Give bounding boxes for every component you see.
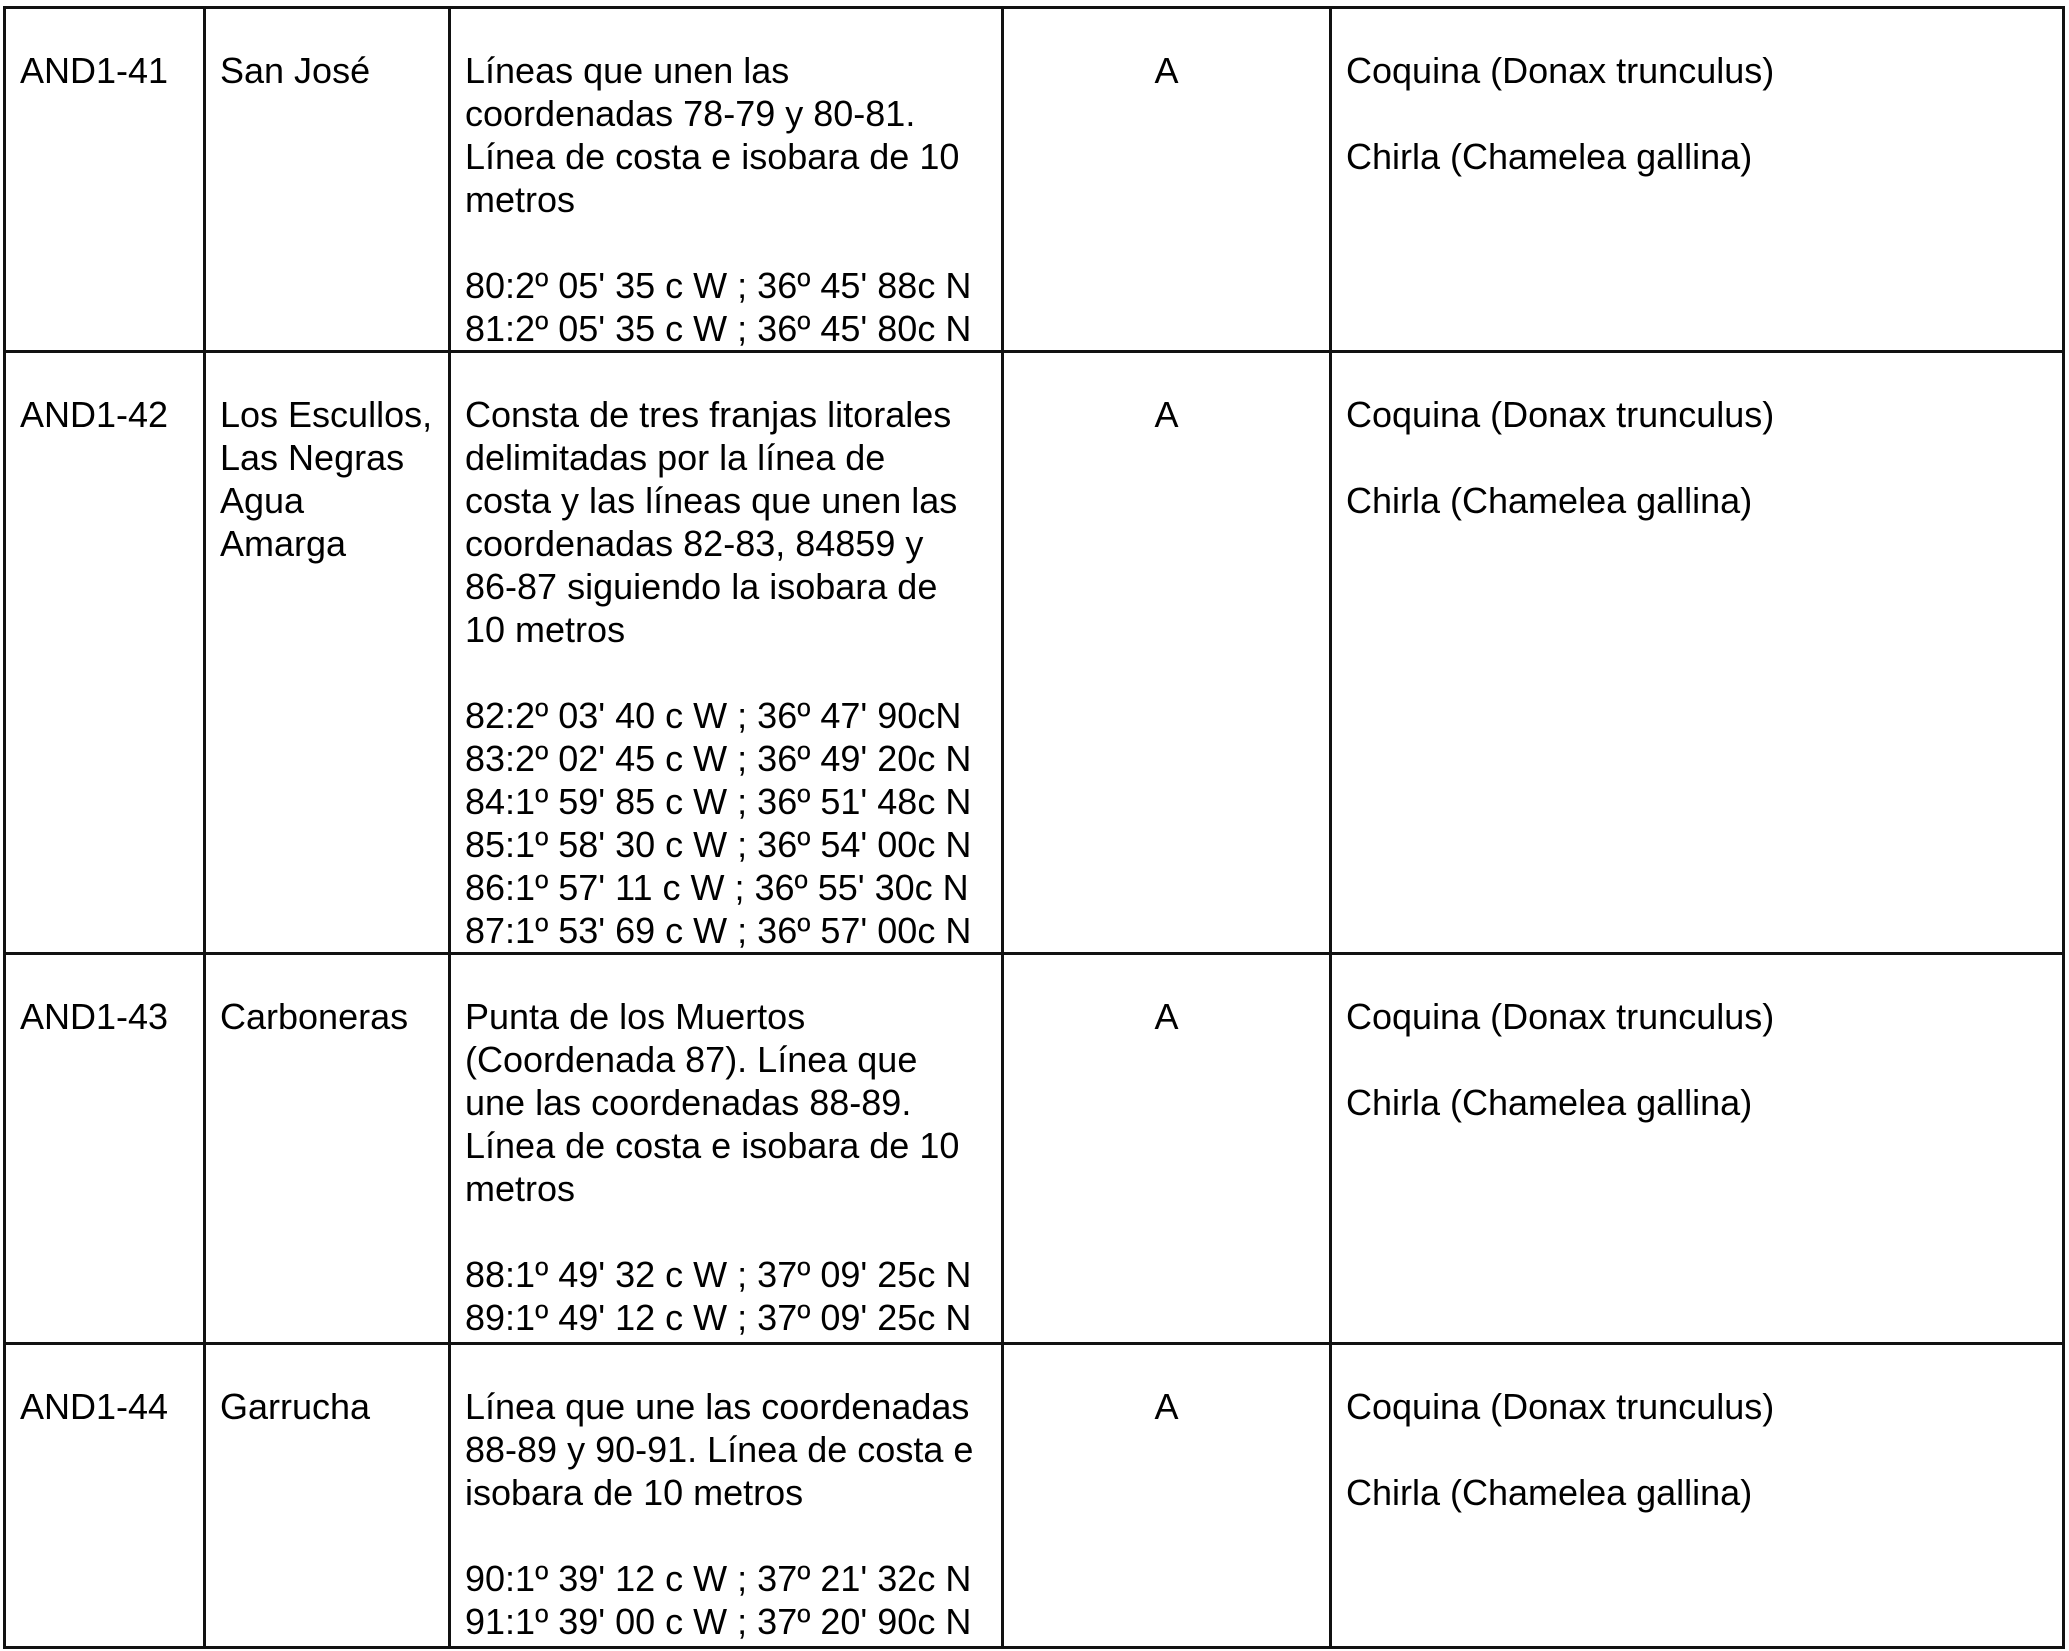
zone-place-line: Carboneras: [220, 996, 409, 1037]
description-line: 86-87 siguiendo la isobara de: [465, 566, 938, 607]
coordinate-line: 81:2º 05' 35 c W ; 36º 45' 80c N: [465, 308, 972, 349]
description-line: delimitadas por la línea de: [465, 437, 886, 478]
zone-code: AND1-43: [20, 996, 169, 1037]
zone-place-cell: [205, 1344, 450, 1648]
zone-code-cell: [5, 8, 205, 352]
coordinate-line: 90:1º 39' 12 c W ; 37º 21' 32c N: [465, 1558, 972, 1599]
zone-place-line: Agua: [220, 480, 305, 521]
description-line: 88-89 y 90-91. Línea de costa e: [465, 1429, 974, 1470]
zone-category: A: [1154, 394, 1179, 435]
zone-place-cell: [205, 8, 450, 352]
zone-description-cell: [450, 352, 1003, 954]
zone-code-cell: [5, 954, 205, 1344]
description-line: coordenadas 78-79 y 80-81.: [465, 93, 916, 134]
description-line: (Coordenada 87). Línea que: [465, 1039, 918, 1080]
zone-place-line: Las Negras: [220, 437, 405, 478]
description-line: Línea de costa e isobara de 10: [465, 1125, 960, 1166]
description-line: coordenadas 82-83, 84859 y: [465, 523, 924, 564]
zone-place-line: San José: [220, 50, 371, 91]
table-row: [5, 954, 2064, 1344]
species-name: Chirla (Chamelea gallina): [1346, 136, 1753, 177]
zone-code-cell: [5, 1344, 205, 1648]
coordinate-line: 91:1º 39' 00 c W ; 37º 20' 90c N: [465, 1601, 972, 1642]
table-row: [5, 1344, 2064, 1648]
zone-description-cell: [450, 8, 1003, 352]
zone-species-cell: [1331, 1344, 2064, 1648]
zone-category: A: [1154, 996, 1179, 1037]
zone-species-cell: [1331, 954, 2064, 1344]
zone-category-cell: [1003, 352, 1331, 954]
zone-category-cell: [1003, 954, 1331, 1344]
description-line: costa y las líneas que unen las: [465, 480, 958, 521]
zone-place-line: Los Escullos,: [220, 394, 433, 435]
zone-category-cell: [1003, 1344, 1331, 1648]
species-name: Coquina (Donax trunculus): [1346, 50, 1775, 91]
species-name: Coquina (Donax trunculus): [1346, 394, 1775, 435]
description-line: Líneas que unen las: [465, 50, 790, 91]
description-line: isobara de 10 metros: [465, 1472, 804, 1513]
coordinate-line: 87:1º 53' 69 c W ; 36º 57' 00c N: [465, 910, 972, 951]
zone-place-line: Garrucha: [220, 1386, 371, 1427]
species-name: Chirla (Chamelea gallina): [1346, 480, 1753, 521]
species-name: Coquina (Donax trunculus): [1346, 996, 1775, 1037]
zone-description-cell: [450, 954, 1003, 1344]
zone-species-cell: [1331, 352, 2064, 954]
coordinate-line: 80:2º 05' 35 c W ; 36º 45' 88c N: [465, 265, 972, 306]
table-row: [5, 352, 2064, 954]
description-line: une las coordenadas 88-89.: [465, 1082, 912, 1123]
description-line: Línea de costa e isobara de 10: [465, 136, 960, 177]
zone-species-cell: [1331, 8, 2064, 352]
coordinate-line: 85:1º 58' 30 c W ; 36º 54' 00c N: [465, 824, 972, 865]
zone-code: AND1-44: [20, 1386, 169, 1427]
species-name: Chirla (Chamelea gallina): [1346, 1472, 1753, 1513]
zone-code: AND1-41: [20, 50, 169, 91]
coordinate-line: 82:2º 03' 40 c W ; 36º 47' 90cN: [465, 695, 962, 736]
coordinate-line: 89:1º 49' 12 c W ; 37º 09' 25c N: [465, 1297, 972, 1338]
zone-category-cell: [1003, 8, 1331, 352]
description-line: 10 metros: [465, 609, 626, 650]
coordinate-line: 86:1º 57' 11 c W ; 36º 55' 30c N: [465, 867, 969, 908]
zone-place-line: Amarga: [220, 523, 347, 564]
description-line: Consta de tres franjas litorales: [465, 394, 952, 435]
zone-place-cell: [205, 352, 450, 954]
zone-place-cell: [205, 954, 450, 1344]
zone-code: AND1-42: [20, 394, 169, 435]
coordinate-line: 88:1º 49' 32 c W ; 37º 09' 25c N: [465, 1254, 972, 1295]
fishing-zones-table: [3, 6, 2065, 1649]
coordinate-line: 83:2º 02' 45 c W ; 36º 49' 20c N: [465, 738, 972, 779]
description-line: Punta de los Muertos: [465, 996, 806, 1037]
zone-category: A: [1154, 1386, 1179, 1427]
coordinate-line: 84:1º 59' 85 c W ; 36º 51' 48c N: [465, 781, 972, 822]
zone-category: A: [1154, 50, 1179, 91]
species-name: Chirla (Chamelea gallina): [1346, 1082, 1753, 1123]
description-line: metros: [465, 179, 576, 220]
table-row: [5, 8, 2064, 352]
species-name: Coquina (Donax trunculus): [1346, 1386, 1775, 1427]
description-line: metros: [465, 1168, 576, 1209]
zone-code-cell: [5, 352, 205, 954]
description-line: Línea que une las coordenadas: [465, 1386, 970, 1427]
zone-description-cell: [450, 1344, 1003, 1648]
